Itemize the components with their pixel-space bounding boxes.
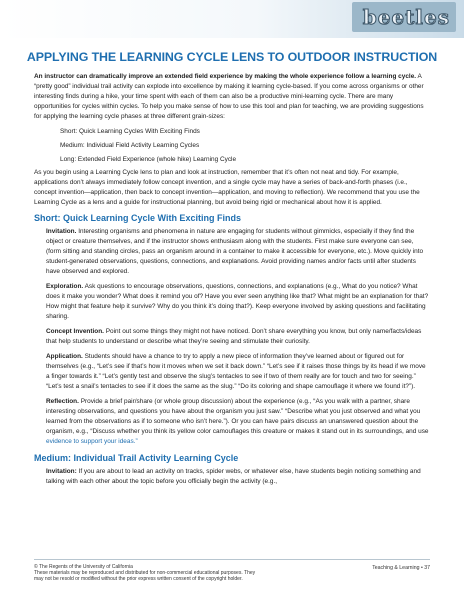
article-body [34,72,430,492]
page-number: 37 [424,565,430,571]
footer-copyright: © The Regents of the University of California [34,564,133,570]
reflection-paragraph [46,397,430,447]
intro-paragraph [34,72,430,122]
section-short-body [34,227,430,447]
grain-size-short: Short: Quick Learning Cycles With Exciting Finds [60,128,200,135]
concept-invention-text: Point out some things they might not have noticed. Don’t share everything you know, but only name/facts/ideas that help students to understand or describe what they’re seeing and stimulate their curiosity. [46,328,422,345]
medium-invitation-text: If you are about to lead an activity on tracks, spider webs, or whatever else, have students begin noticing something and talking with each other about the topic before you officially begin the activity (e.g., [46,468,421,485]
reflection-text: Provide a brief pair/share (or whole group discussion) about the experience (e.g., “As you walk with a partner, share interesting observations, and questions you have about the organism you just saw.” “Describe what you just observed and what you learned from the observations as if to someone who isn’t here.”). Or you can have pairs discuss an unanswered question about the organism, e.g., “Discuss whether you think its yellow color camouflages this creature or makes it stand out in its surroundings, and use [46,398,429,435]
footer-notice-line-1: These materials may be reproduced and distributed for non-commercial educational purposes. They [34,570,256,576]
invitation-label: Invitation. [46,228,77,235]
application-paragraph [46,352,430,392]
application-label: Application. [46,353,83,360]
intro-lead-bold: An instructor can dramatically improve an extended field experience by making the whole experience follow a learning cycle. [34,73,417,80]
section-medium-body [34,467,430,487]
section-heading-medium: Medium: Individual Trail Activity Learning Cycle [34,453,239,463]
medium-invitation-paragraph [46,467,430,487]
footer-bullet: • [420,565,423,571]
grain-size-long: Long: Extended Field Experience (whole hike) Learning Cycle [60,156,237,163]
medium-invitation-label: Invitation: [46,468,77,475]
invitation-paragraph [46,227,430,277]
footer-section-label: Teaching & Learning [372,565,420,571]
beetles-logo: beetles [362,5,450,29]
reflection-highlight: evidence to support your ideas.” [46,438,138,445]
footer-divider [34,559,430,560]
concept-invention-paragraph [46,327,430,347]
exploration-text: Ask questions to encourage observations, questions, connections, and explanations (e.g., What do you notice? What does it make you wonder? What does it remind you of? Have you ever seen anything like that? What might be an explanation for that? How might that feature help it survive? Why do you think it’s doing that?). Keep everyone involved by asking questions and facilitating sharing. [46,283,429,320]
exploration-paragraph [46,282,430,322]
footer-copyright-block [34,564,294,582]
concept-invention-label: Concept Invention. [46,328,104,335]
exploration-label: Exploration. [46,283,84,290]
reflection-label: Reflection. [46,398,79,405]
intro-paragraph-2: As you begin using a Learning Cycle lens to plan and look at instruction, remember that it’s often not neat and tidy. For example, applications don’t always immediately follow concept invention, and a single cycle may have a series of back-and-forth phases (i.e., concept invention—application, then back to concept invention—application, and moving to reflection). We recommend that you use the Learning Cycle as a lens and a guide for instructional planning, but avoid being rigid or mechanical about how it is applied. [34,169,420,206]
section-heading-short: Short: Quick Learning Cycle With Exciting Finds [34,213,241,223]
intro-lead-rest: A “pretty good” individual trail activity can explode into excellence by making it learning cycle-based. If you come across organisms or other interesting finds during a hike, your time spent with each of them can also be a productive mini-learning cycle. There are many opportunities for cycles within cycles. To help you make sense of how to use this tool and plan for teaching, we are providing suggestions for applying the learning cycle phases at three different grain-sizes: [34,73,424,120]
page-title: APPLYING THE LEARNING CYCLE LENS TO OUTDOOR INSTRUCTION [26,50,438,64]
application-text: Students should have a chance to try to apply a new piece of information they’ve learned about or figured out for themselves (e.g., “Let’s see if that’s how it moves when we set it back down.” “Let’s see if it raises those things by its head if we move a finger towards it.” “Let’s gently test and observe the slug’s tentacles to see if two of them really are for touch and two for seeing.” “Let’s test a snail’s tentacles to see if it does the same as the slug.” “Do its coloring and shape camouflage it where we found it?”). [46,353,426,390]
invitation-text: Interesting organisms and phenomena in nature are engaging for students without gimmicks, especially if they find the object or creature themselves, and if the instructor shows enthusiasm along with the students. First make sure everyone can see, (form sitting and standing circles, pass an organism around in a container to make it accessible for everyone, etc.). Move quickly into student-generated observations, questions, connections, and explanations. Avoid providing names and/or facts until after students have observed and explored. [46,228,424,275]
footer-notice-line-2: may not be resold or modified without the prior express written consent of the copyright holder. [34,576,243,582]
grain-size-medium: Medium: Individual Field Activity Learning Cycles [60,142,200,149]
footer-page-info [372,565,430,571]
